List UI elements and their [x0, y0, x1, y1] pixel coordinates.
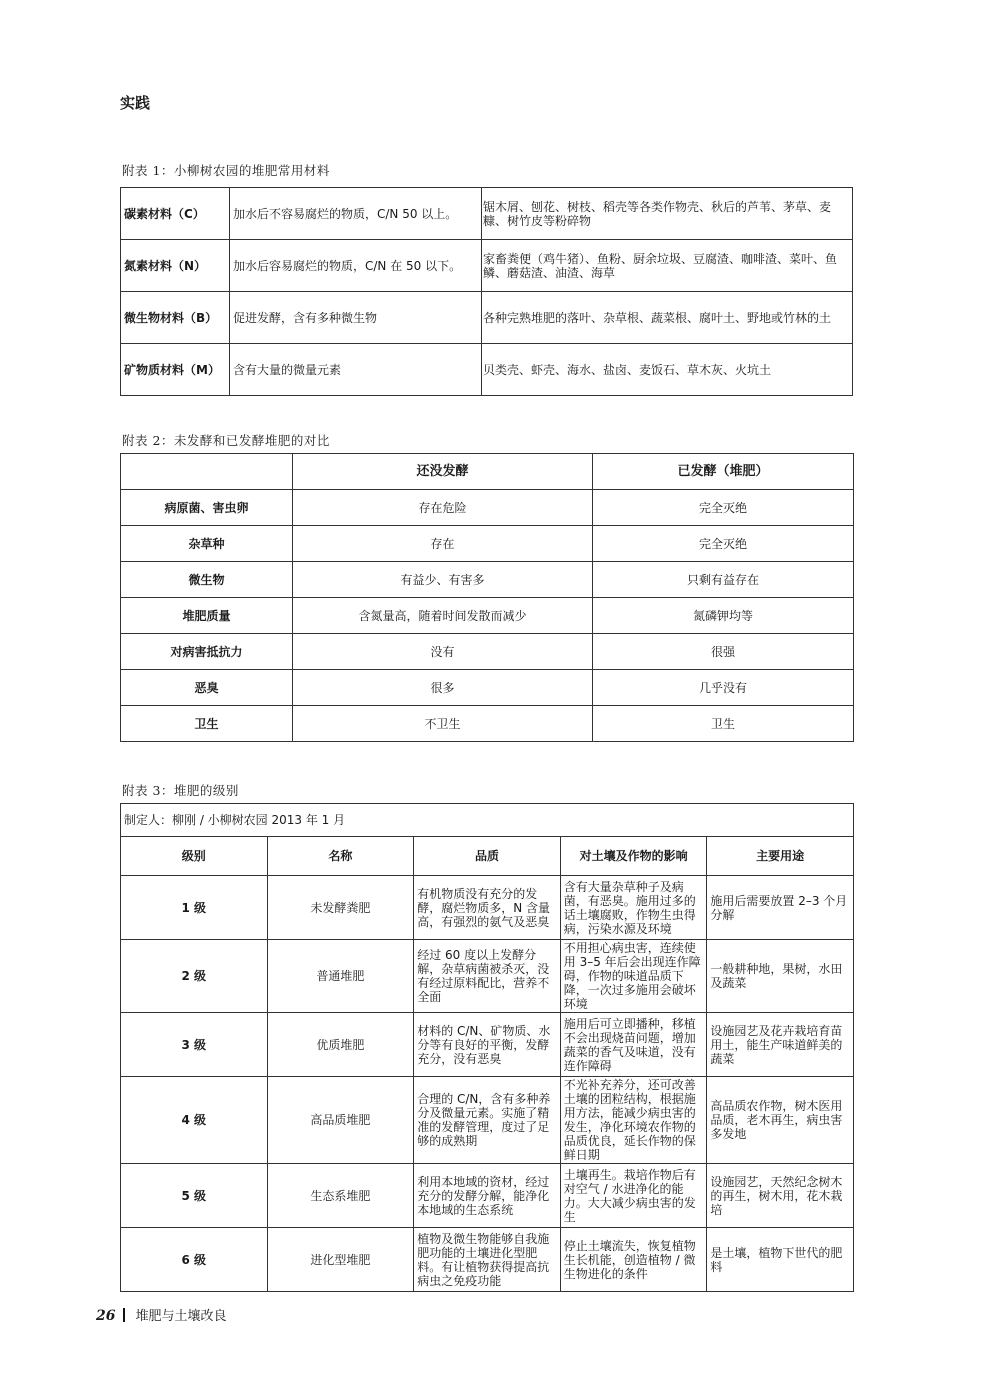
table-row [121, 562, 854, 598]
material-desc: 促进发酵，含有多种微生物 [230, 292, 482, 344]
row-label: 病原菌、害虫卵 [121, 490, 293, 526]
grade-use: 设施园艺及花卉栽培育苗用土，能生产味道鲜美的蔬菜 [707, 1013, 854, 1077]
header-cell: 主要用途 [707, 837, 854, 876]
maker-info: 制定人：柳刚 / 小柳树农园 2013 年 1 月 [121, 804, 854, 837]
material-desc: 加水后容易腐烂的物质，C/N 在 50 以下。 [230, 240, 482, 292]
grade-name: 未发酵粪肥 [267, 876, 414, 940]
row-label: 卫生 [121, 706, 293, 742]
material-examples: 锯木屑、刨花、树枝、稻壳等各类作物壳、秋后的芦苇、茅草、麦糠、树竹皮等粉碎物 [482, 188, 853, 240]
table-row [121, 1164, 854, 1228]
material-name: 微生物材料（B） [121, 292, 230, 344]
material-desc: 加水后不容易腐烂的物质，C/N 50 以上。 [230, 188, 482, 240]
fermented-cell: 完全灭绝 [593, 490, 854, 526]
grade-name: 进化型堆肥 [267, 1228, 414, 1292]
grade-name: 高品质堆肥 [267, 1077, 414, 1164]
header-cell [121, 454, 293, 490]
row-label: 堆肥质量 [121, 598, 293, 634]
table3-caption: 附表 3：堆肥的级别 [122, 783, 239, 798]
header-cell: 级别 [121, 837, 268, 876]
table-header-row [121, 837, 854, 876]
fermented-cell: 卫生 [593, 706, 854, 742]
row-label: 微生物 [121, 562, 293, 598]
material-desc: 含有大量的微量元素 [230, 344, 482, 396]
fermented-cell: 几乎没有 [593, 670, 854, 706]
fermented-cell: 氮磷钾均等 [593, 598, 854, 634]
header-cell: 还没发酵 [293, 454, 593, 490]
grade-name: 优质堆肥 [267, 1013, 414, 1077]
unfermented-cell: 有益少、有害多 [293, 562, 593, 598]
grade-quality: 材料的 C/N、矿物质、水分等有良好的平衡，发酵充分，没有恶臭 [414, 1013, 561, 1077]
materials-table [120, 187, 853, 396]
unfermented-cell: 含氮量高，随着时间发散而减少 [293, 598, 593, 634]
table-row [121, 1077, 854, 1164]
grade-quality: 有机物质没有充分的发酵，腐烂物质多，N 含量高，有强烈的氨气及恶臭 [414, 876, 561, 940]
table-row [121, 634, 854, 670]
footer-title: 堆肥与土壤改良 [135, 1309, 227, 1324]
table-row [121, 526, 854, 562]
fermented-cell: 很强 [593, 634, 854, 670]
grade-level: 4 级 [121, 1077, 268, 1164]
table-row [121, 598, 854, 634]
footer-divider [123, 1308, 125, 1322]
row-label: 恶臭 [121, 670, 293, 706]
maker-row [121, 804, 854, 837]
unfermented-cell: 很多 [293, 670, 593, 706]
fermented-cell: 只剩有益存在 [593, 562, 854, 598]
table-row [121, 940, 854, 1013]
section-title: 实践 [120, 94, 151, 112]
table-row [121, 706, 854, 742]
grade-use: 设施园艺，天然纪念树木的再生，树木用，花木栽培 [707, 1164, 854, 1228]
material-examples: 家畜粪便（鸡牛猪）、鱼粉、厨余垃圾、豆腐渣、咖啡渣、菜叶、鱼鳞、蘑菇渣、油渣、海草 [482, 240, 853, 292]
table-header-row [121, 454, 854, 490]
grade-level: 2 级 [121, 940, 268, 1013]
grade-effect: 施用后可立即播种，移植不会出现烧苗问题，增加蔬菜的香气及味道，没有连作障碍 [560, 1013, 707, 1077]
grade-effect: 停止土壤流失，恢复植物生长机能，创造植物 / 微生物进化的条件 [560, 1228, 707, 1292]
table-row [121, 240, 853, 292]
grade-effect: 不用担心病虫害，连续使用 3–5 年后会出现连作障碍，作物的味道品质下降，一次过多施用会破坏环境 [560, 940, 707, 1013]
header-cell: 品质 [414, 837, 561, 876]
grade-level: 1 级 [121, 876, 268, 940]
grade-level: 3 级 [121, 1013, 268, 1077]
grade-use: 一般耕种地，果树，水田及蔬菜 [707, 940, 854, 1013]
grade-effect: 不光补充养分，还可改善土壤的团粒结构，根据施用方法，能减少病虫害的发生，净化环境农作物的品质优良，延长作物的保鲜日期 [560, 1077, 707, 1164]
unfermented-cell: 存在 [293, 526, 593, 562]
material-examples: 各种完熟堆肥的落叶、杂草根、蔬菜根、腐叶土、野地或竹林的土 [482, 292, 853, 344]
material-name: 矿物质材料（M） [121, 344, 230, 396]
table-row [121, 344, 853, 396]
table1-caption: 附表 1：小柳树农园的堆肥常用材料 [122, 163, 330, 178]
table-row [121, 188, 853, 240]
unfermented-cell: 存在危险 [293, 490, 593, 526]
grade-name: 生态系堆肥 [267, 1164, 414, 1228]
grade-quality: 经过 60 度以上发酵分解，杂草病菌被杀灭，没有经过原料配比，营养不全面 [414, 940, 561, 1013]
grade-quality: 合理的 C/N，含有多种养分及微量元素。实施了精准的发酵管理，度过了足够的成熟期 [414, 1077, 561, 1164]
table-row [121, 1013, 854, 1077]
unfermented-cell: 不卫生 [293, 706, 593, 742]
table-row [121, 670, 854, 706]
table-row [121, 292, 853, 344]
table-row [121, 1228, 854, 1292]
grade-effect: 土壤再生。栽培作物后有对空气 / 水进净化的能力。大大减少病虫害的发生 [560, 1164, 707, 1228]
grade-level: 6 级 [121, 1228, 268, 1292]
table-row [121, 876, 854, 940]
grade-table [120, 803, 854, 1292]
fermented-cell: 完全灭绝 [593, 526, 854, 562]
table2-caption: 附表 2：未发酵和已发酵堆肥的对比 [122, 433, 330, 448]
header-cell: 已发酵（堆肥） [593, 454, 854, 490]
material-examples: 贝类壳、虾壳、海水、盐卤、麦饭石、草木灰、火坑土 [482, 344, 853, 396]
grade-name: 普通堆肥 [267, 940, 414, 1013]
header-cell: 对土壤及作物的影响 [560, 837, 707, 876]
grade-use: 是土壤，植物下世代的肥料 [707, 1228, 854, 1292]
grade-quality: 利用本地域的资材，经过充分的发酵分解，能净化本地域的生态系统 [414, 1164, 561, 1228]
grade-quality: 植物及微生物能够自我施肥功能的土壤进化型肥料。有让植物获得提高抗病虫之免疫功能 [414, 1228, 561, 1292]
unfermented-cell: 没有 [293, 634, 593, 670]
header-cell: 名称 [267, 837, 414, 876]
row-label: 对病害抵抗力 [121, 634, 293, 670]
material-name: 碳素材料（C） [121, 188, 230, 240]
row-label: 杂草种 [121, 526, 293, 562]
page-footer [96, 1305, 227, 1324]
grade-level: 5 级 [121, 1164, 268, 1228]
table-row [121, 490, 854, 526]
grade-effect: 含有大量杂草种子及病菌，有恶臭。施用过多的话土壤腐败，作物生虫得病，污染水源及环境 [560, 876, 707, 940]
material-name: 氮素材料（N） [121, 240, 230, 292]
grade-use: 高品质农作物，树木医用品质，老木再生，病虫害多发地 [707, 1077, 854, 1164]
grade-use: 施用后需要放置 2–3 个月分解 [707, 876, 854, 940]
page-number: 26 [96, 1308, 116, 1324]
comparison-table [120, 453, 854, 742]
